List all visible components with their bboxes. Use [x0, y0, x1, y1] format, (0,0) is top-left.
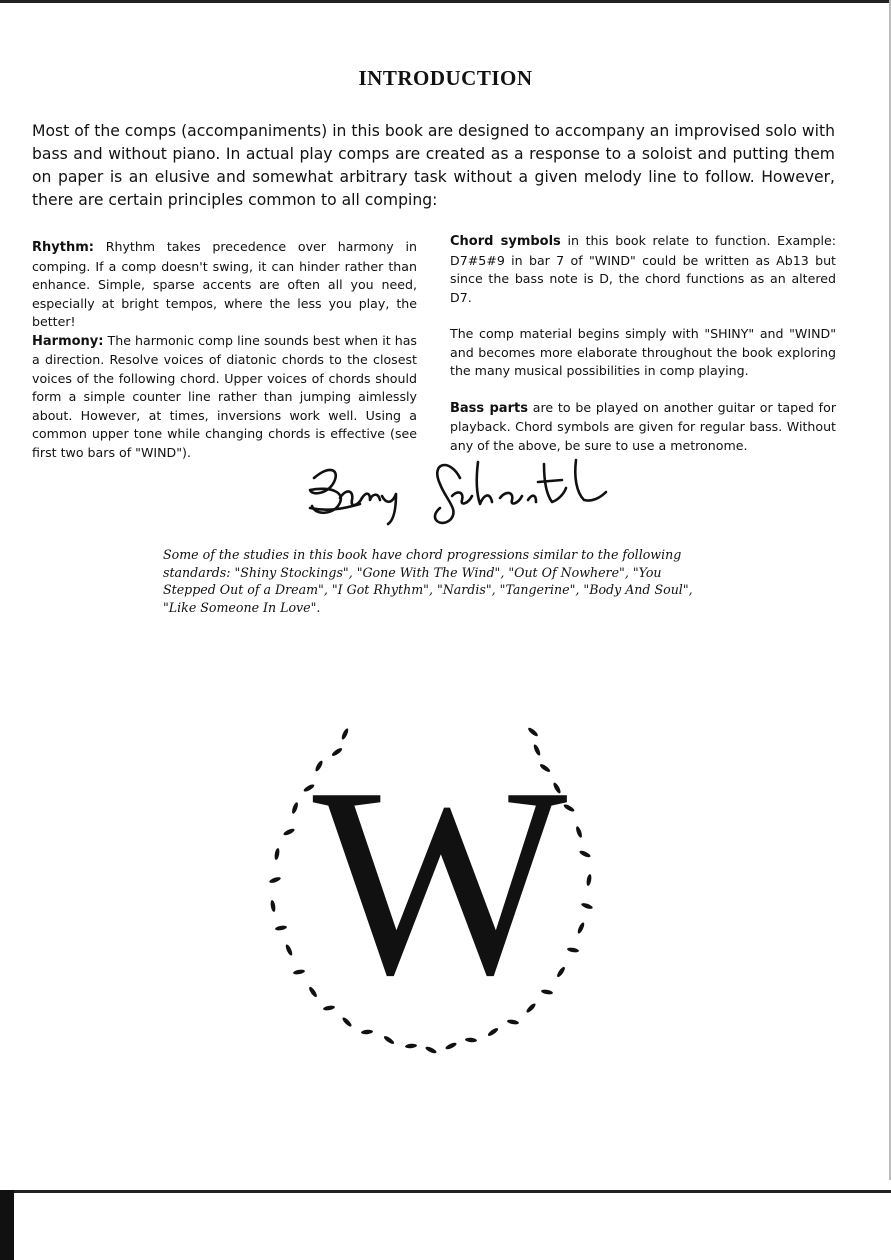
right-column — [450, 232, 836, 455]
bass-parts-paragraph — [450, 399, 836, 456]
rhythm-heading: Rhythm: — [32, 240, 94, 255]
intro-paragraph: Most of the comps (accompaniments) in this book are designed to accompany an improvised solo with bass and without piano. In actual play comps are created as a response to a soloist and putting them on paper is an elusive and somewhat arbitrary task without a given melody line to follow. However, there are certain principles common to all comping: — [32, 122, 835, 209]
bottom-border — [0, 1190, 891, 1193]
bass-parts-heading: Bass parts — [450, 400, 528, 416]
rhythm-text: Rhythm takes precedence over harmony in comping. If a comp doesn't swing, it can hinder rather than enhance. Simple, sparse accents are often all you need, especially at bright tempos, where the less you play, the better! — [32, 239, 417, 329]
chord-symbols-heading: Chord symbols — [450, 234, 561, 249]
left-column — [32, 238, 417, 462]
bass-parts-text: are to be played on another guitar or taped for playback. Chord symbols are given for regular bass. Without any of the above, be sure to use a metronome. — [450, 399, 837, 453]
emblem-letter: W — [312, 732, 568, 1031]
harmony-heading: Harmony: — [32, 333, 104, 349]
chord-symbols-text: in this book relate to function. Example: D7#5#9 in bar 7 of "WIND" could be written as Ab13 but since the bass note is D, the chord functions as an altered D7. — [450, 233, 836, 305]
harmony-paragraph — [32, 332, 417, 463]
harmony-text: The harmonic comp line sounds best when it has a direction. Resolve voices of diatonic chords to the closest voices of the following chord. Upper voices of chords should form a simple counter line rather than jumping aimlessly about. However, at times, inversions work well. Using a common upper tone while changing chords is effective (see first two bars of "WIND"). — [32, 332, 417, 460]
bottom-corner-mark — [0, 1190, 14, 1260]
standards-note: Some of the studies in this book have chord progressions similar to the following standards: "Shiny Stockings", "Gone With The Wind", "Out Of Nowhere", "You Stepped Out of a Dream", "I Got Rhythm", "Nardis", "Tangerine", "Body And Soul", "Like Someone In Love". — [163, 547, 693, 615]
rhythm-paragraph — [32, 238, 417, 332]
author-signature — [300, 448, 630, 538]
chord-symbols-paragraph — [450, 232, 836, 307]
laurel-w-emblem-icon — [255, 720, 625, 1065]
comp-material-paragraph: The comp material begins simply with "SHINY" and "WIND" and becomes more elaborate throughout the book exploring the many musical possibilities in comp playing. — [450, 326, 836, 378]
page-title: INTRODUCTION — [358, 66, 533, 90]
top-border — [0, 0, 891, 3]
